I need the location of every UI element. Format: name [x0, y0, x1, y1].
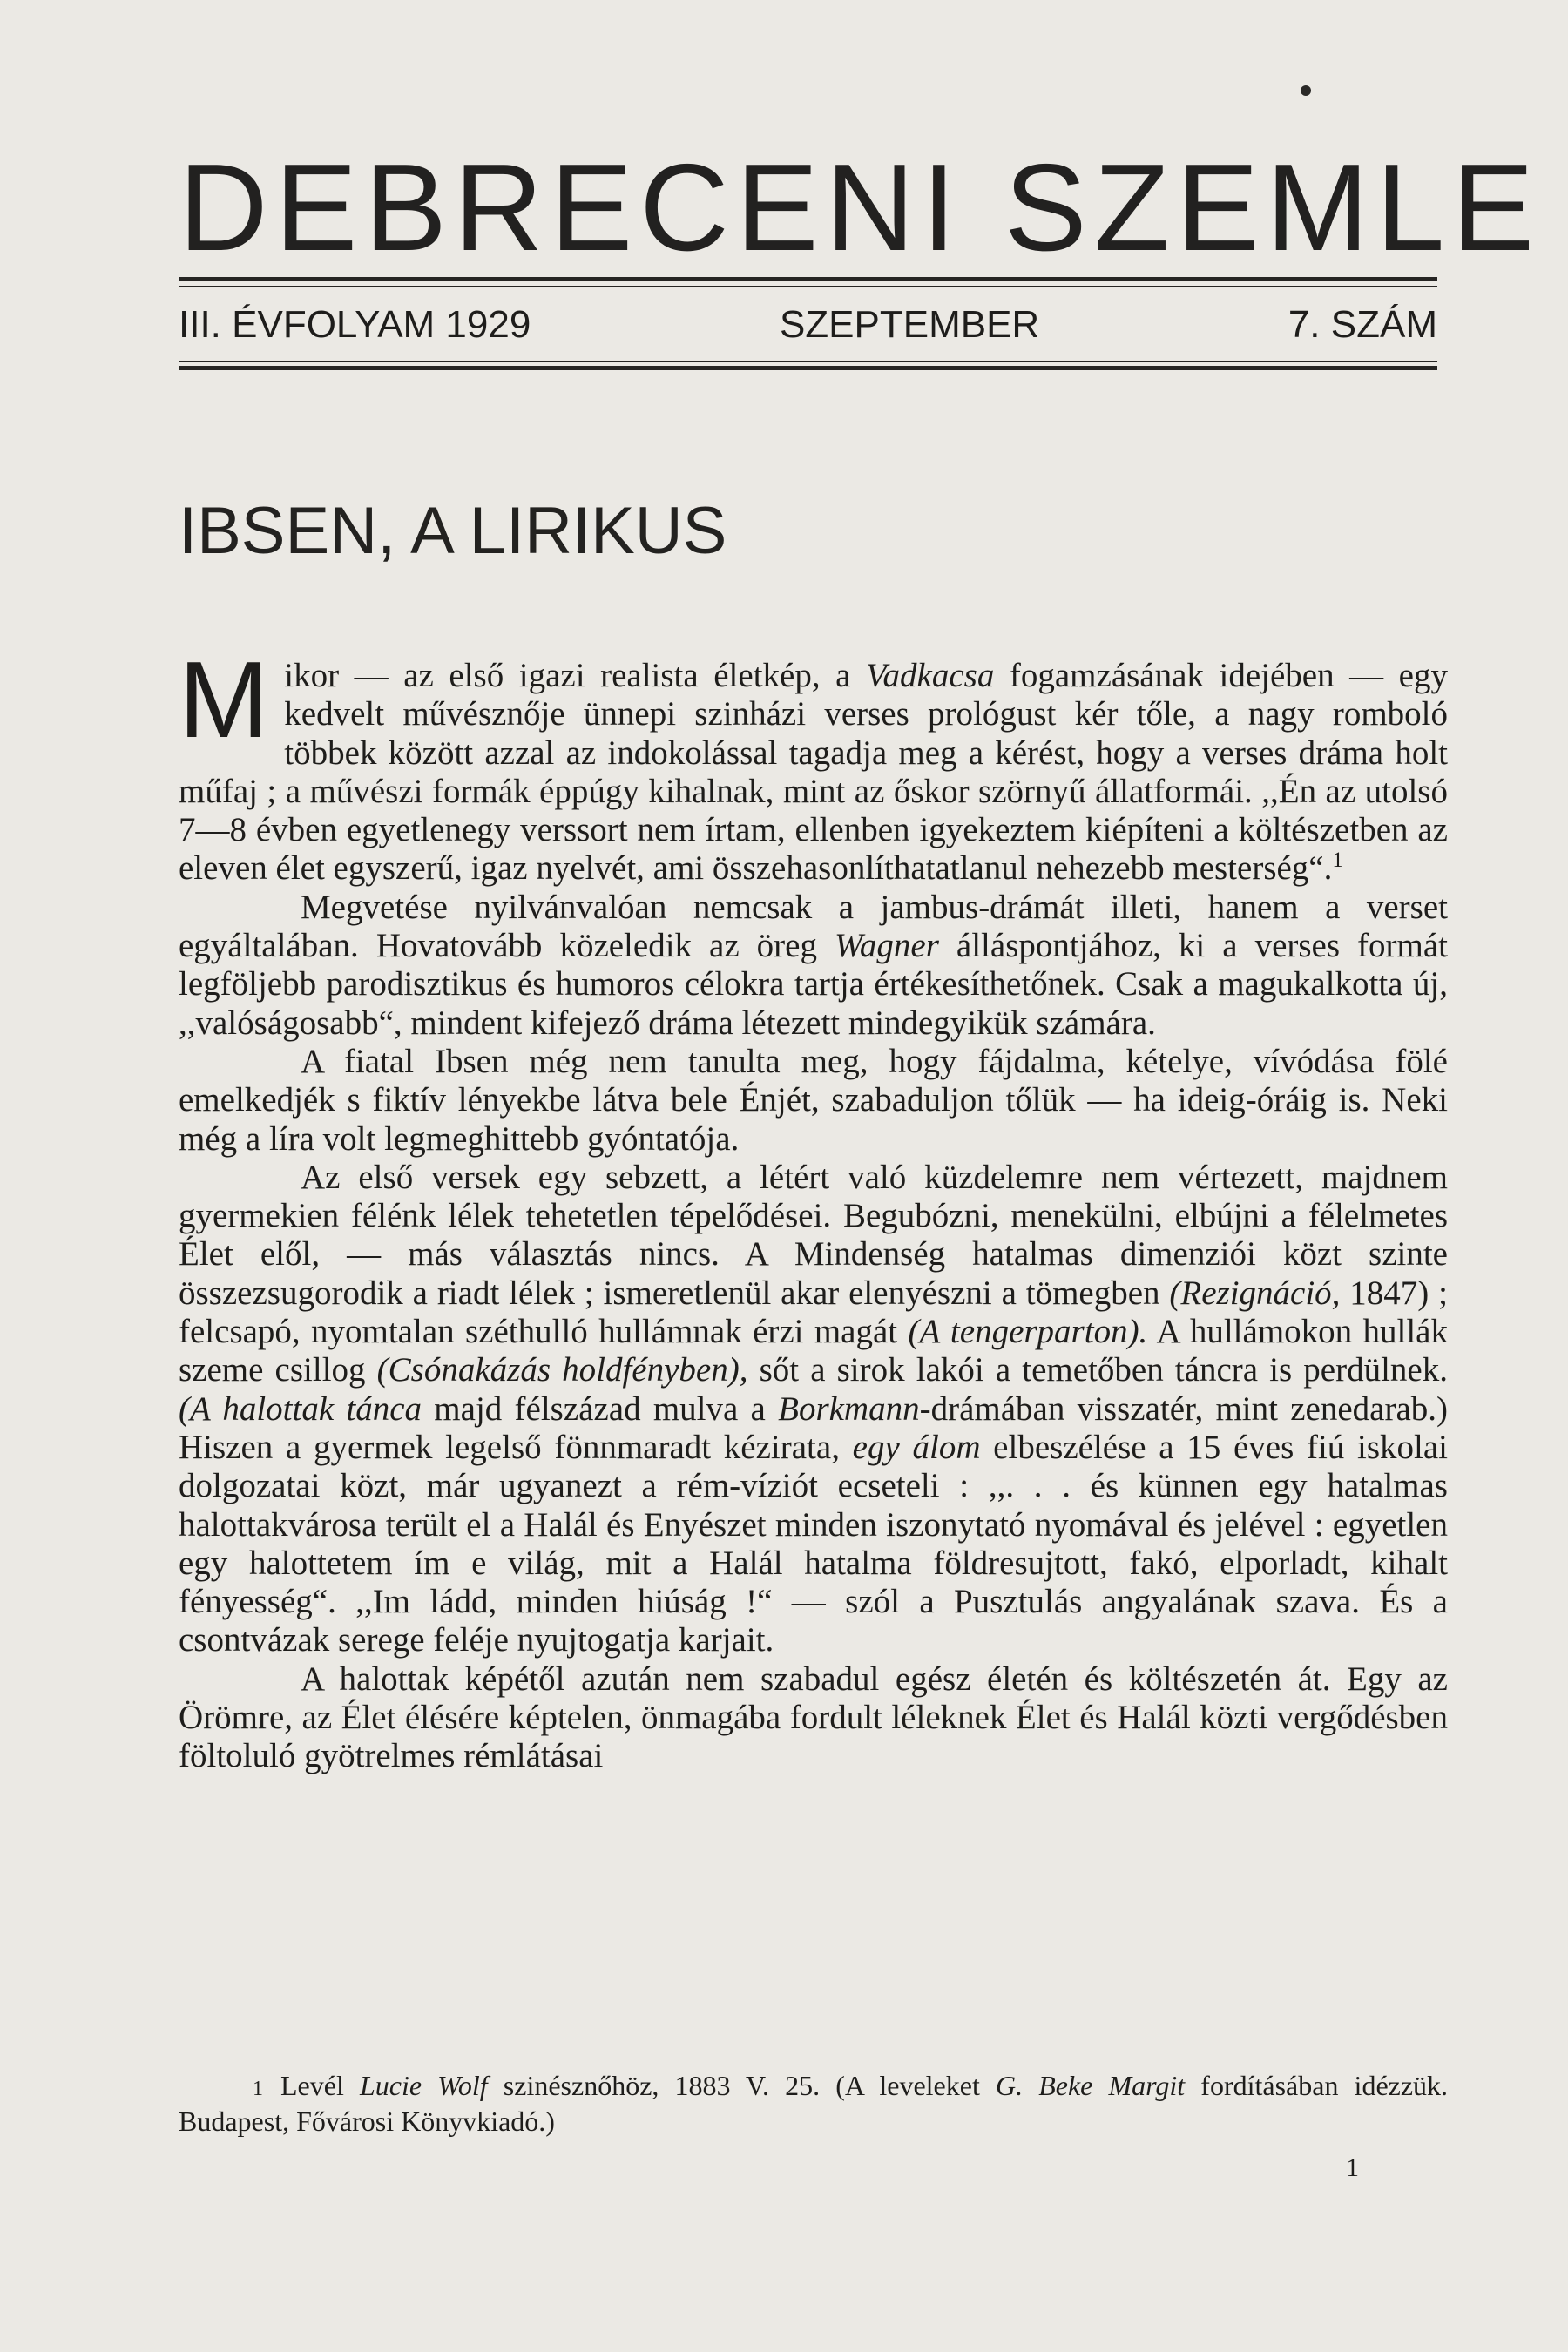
- masthead-rule-bottom-thin: [179, 361, 1437, 362]
- ink-speck: [1301, 85, 1311, 96]
- footnote-reference: 1: [1332, 848, 1343, 873]
- article-body: [179, 640, 1449, 1776]
- paragraph-3: A fiatal Ibsen még nem tanulta meg, hogy fájdalma, kételye, vívódása fölé emelkedjék s fiktív lényekbe látva bele Énjét, szabaduljon tőlük — ha ideig-óráig is. Neki még a líra volt legmeghittebb gyóntatója.: [179, 1042, 1448, 1158]
- masthead-rule-top-thin: [179, 286, 1437, 287]
- paragraph-2: Megvetése nyilvánvalóan nemcsak a jambus-drámát illeti, hanem a verset egyáltalában. Hovatovább közeledik az öreg Wagner álláspontjához, ki a verses formát legföljebb parodisztikus és humoros célokra tartja értékesíthetőnek. Csak a magukalkotta új, ,,valóságosabb“, mindent kifejező dráma létezett mindegyikük számára.: [179, 888, 1448, 1042]
- footnote: 1 Levél Lucie Wolf szinésznőhöz, 1883 V. 25. (A leveleket G. Beke Margit fordításában idézzük. Budapest, Fővárosi Könyvkiadó.): [179, 2070, 1449, 2137]
- drop-cap: M: [179, 640, 269, 760]
- masthead-rule-top-thick: [179, 277, 1437, 281]
- masthead-rule-bottom-thick: [179, 366, 1437, 370]
- issue-number: 7. SZÁM: [1288, 303, 1437, 346]
- journal-title: DEBRECENI SZEMLE: [179, 139, 1542, 277]
- volume-year: III. ÉVFOLYAM 1929: [179, 303, 531, 346]
- footnote-marker: 1: [253, 2078, 263, 2100]
- work-title-vadkacsa: Vadkacsa: [866, 657, 995, 694]
- name-wagner: Wagner: [834, 927, 939, 965]
- article-title: IBSEN, A LIRIKUS: [179, 494, 727, 568]
- paragraph-1: Mikor — az első igazi realista életkép, a Vadkacsa fogamzásának idejében — egy kedvelt művésznője ünnepi szinházi verses prológust kér tőle, a nagy romboló többek között azzal az indokolással tagadja meg a kérést, hogy a verses dráma holt műfaj ; a művészi formák éppúgy kihalnak, mint az őskor szörnyű állatformái. ,,Én az utolsó 7—8 évben egyetlenegy verssort nem írtam, ellenben igyekeztem kiépíteni a költészetben az eleven élet egyszerű, igaz nyelvét, ami összehasonlíthatatlanul nehezebb mesterség“.$^1$: [179, 640, 1448, 888]
- page-number: 1: [1346, 2153, 1359, 2182]
- paragraph-5: A halottak képétől azután nem szabadul egész életén és költészetén át. Egy az Örömre, az Élet élésére képtelen, önmagába fordult léleknek Élet és Halál közti vergődésben föltoluló gyötrelmes rémlátásai: [179, 1659, 1448, 1775]
- paragraph-4: Az első versek egy sebzett, a létért való küzdelemre nem vértezett, majdnem gyermekien félénk lélek tehetetlen tépelődései. Begubózni, menekülni, elbújni a félelmetes Élet elől, — más választás nincs. A Mindenség hatalmas dimenziói közt szinte összezsugorodik a riadt lélek ; ismeretlenül akar elenyészni a tömegben (Rezignáció, 1847) ; felcsapó, nyomtalan széthulló hullámnak érzi magát (A tengerparton). A hullámokon hullák szeme csillog (Csónakázás holdfényben), sőt a sirok lakói a temetőben táncra is perdülnek. (A halottak tánca majd félszázad mulva a Borkmann-drámában visszatér, mint zenedarab.) Hiszen a gyermek legelső fönnmaradt kézirata, egy álom elbeszélése a 15 éves fiú iskolai dolgozatai közt, már ugyanezt a rém-víziót ecseteli : ,,. . . és künnen egy hatalmas halottakvárosa terült el a Halál és Enyészet minden iszonytató nyomával és jelével : egyetlen egy halottetem ím e világ, mit a Halál hatalma földresujtott, fakó, elporladt, kihalt fényesség“. ,,Im ládd, minden hiúság !“ — szól a Pusztulás angyalának szava. És a csontvázak serege feléje nyujtogatja karjait.: [179, 1158, 1449, 1659]
- issue-info-bar: [179, 303, 1437, 347]
- issue-month: SZEPTEMBER: [779, 303, 1040, 346]
